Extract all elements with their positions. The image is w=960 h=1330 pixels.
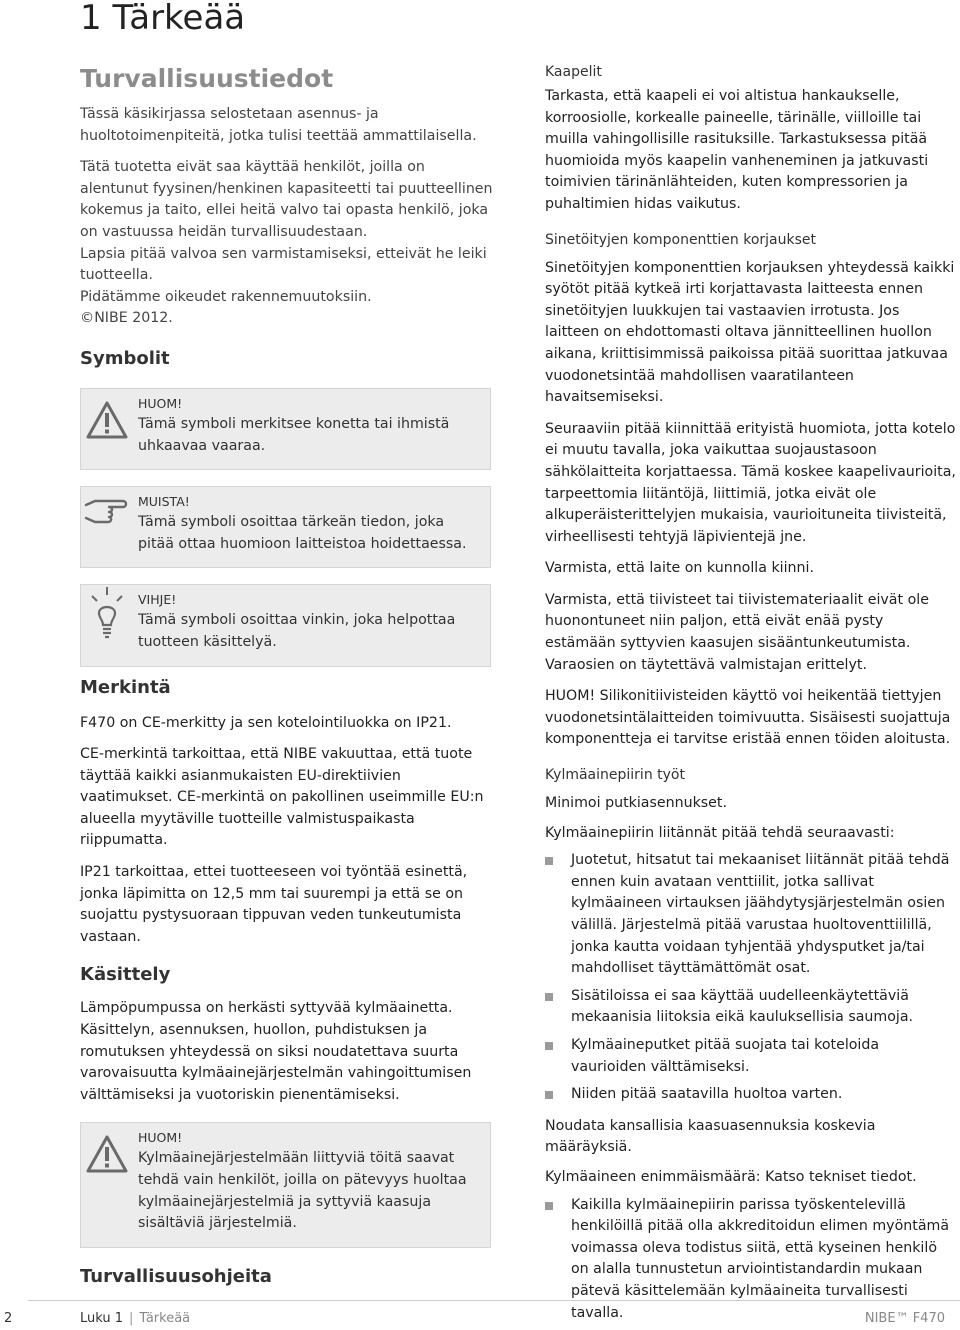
marking-ce-class: F470 on CE-merkitty ja sen kotelointiluokka on IP21. [80, 714, 452, 731]
symbols-heading: Symbolit [80, 347, 170, 369]
tip-text: Tämä symboli osoittaa vinkin, joka helpottaa tuotteen käsittelyä. [138, 612, 456, 650]
footer-separator: | [129, 1311, 134, 1326]
sealed-subheading: Sinetöityjen komponenttien korjaukset [545, 231, 817, 248]
page-number: 2 [4, 1311, 13, 1326]
connection-list [545, 850, 957, 1106]
footer-divider [28, 1300, 960, 1301]
certification-list [545, 1195, 957, 1325]
sealed-text-1: Sinetöityjen komponenttien korjauksen yhteydessä kaikki syötöt pitää kytkeä irti korjattavasta laitteesta ennen sinetöityjen luukkujen tai vastaavien irrotusta. Jos laitteen on ehdottomasti oltava jännitteellinen huollon aikana, kriittisimmissä paikoissa pitää suorittaa jatkuvaa vuodonetsintää mahdollisen vaaratilanteen havaitsemiseksi. [545, 259, 955, 406]
list-item: Sisätiloissa ei saa käyttää uudelleenkäytettäviä mekaanisia liitoksia eikä kauluksellisia saumoja. [545, 986, 957, 1029]
lightbulb-icon [83, 585, 131, 641]
list-item: Kaikilla kylmäainepiirin parissa työskentelevillä henkilöillä pitää olla akkreditoidun elimen myöntämä voimassa oleva todistus siitä, että kyseinen henkilö on alalla tunnustetun arviointistandardin mukaan pätevä käsittelemään kylmäaineita turvallisesti tavalla. [545, 1195, 957, 1325]
safety-heading: Turvallisuustiedot [80, 64, 334, 93]
bullet-square-icon [545, 993, 553, 1001]
refrigerant-text-3: Noudata kansallisia kaasuasennuksia koskevia määräyksiä. [545, 1117, 876, 1156]
note-text: Tämä symboli osoittaa tärkeän tiedon, joka pitää ottaa huomioon laitteistoa hoidettaessa. [138, 514, 467, 552]
bullet-square-icon [545, 1042, 553, 1050]
tip-label: VIHJE! [138, 592, 177, 608]
sealed-text-3: Varmista, että laite on kunnolla kiinni. [545, 560, 814, 577]
sealed-text-4: Varmista, että tiivisteet tai tiivistemateriaalit eivät ole huonontuneet niin paljon, että eivät enää pysty estämään syttyvien kaasujen sisääntunkeutumista. Varaosien on täytettävä valmistajan erittelyt. [545, 591, 929, 673]
refrigerant-text-1: Minimoi putkiasennukset. [545, 795, 727, 812]
handling-caution-box [80, 1122, 491, 1247]
bullet-square-icon [545, 1202, 553, 1210]
list-item: Kylmäaineputket pitää suojata tai koteloida vaurioiden välttämiseksi. [545, 1035, 957, 1078]
footer-chapter-name: Tärkeää [139, 1311, 191, 1326]
chapter-title: 1 Tärkeää [80, 0, 246, 38]
instructions-heading: Turvallisuusohjeita [80, 1265, 272, 1287]
handling-caution-text: Kylmäainejärjestelmään liittyviä töitä saavat tehdä vain henkilöt, joilla on pätevyys huoltaa kylmäainejärjestelmiä ja syttyviä kaasuja sisältäviä järjestelmiä. [138, 1150, 467, 1232]
safety-children: Lapsia pitää valvoa sen varmistamiseksi, etteivät he leiki tuotteella. [80, 245, 487, 284]
refrigerant-text-4: Kylmäaineen enimmäismäärä: Katso tekniset tiedot. [545, 1168, 917, 1185]
sealed-text-2: Seuraaviin pitää kiinnittää erityistä huomiota, jotta kotelo ei muutu tavalla, joka vaikuttaa suojaustasoon sähkölaitteita korjattaessa. Tämä koskee kaapelivaurioita, tarpeettomia liitäntöjä, liittimiä, jotka eivät ole alkuperäisterittelyjen mukaisia, vaurioituneita tiivisteitä, virheellisesti tehtyjä läpivientejä jne. [545, 420, 956, 545]
caution-label: HUOM! [138, 395, 183, 411]
safety-rights: Pidätämme oikeudet rakennemuutoksiin. [80, 288, 372, 305]
refrigerant-text-2: Kylmäainepiirin liitännät pitää tehdä seuraavasti: [545, 824, 895, 841]
pointing-hand-icon [83, 487, 131, 543]
warning-triangle-icon [83, 1123, 131, 1179]
handling-caution-label: HUOM! [138, 1130, 183, 1146]
bullet-square-icon [545, 1091, 553, 1099]
caution-box [80, 388, 491, 470]
footer-chapter [80, 1311, 190, 1326]
safety-persons: Tätä tuotetta eivät saa käyttää henkilöt, joilla on alentunut fyysinen/henkinen kapasiteetti tai puutteellinen kokemus ja taito, ellei heitä valvo tai opasta henkilö, joka on vastuussa heidän turvallisuudestaan. [80, 159, 493, 240]
sealed-text-5: HUOM! Silikonitiivisteiden käyttö voi heikentää tiettyjen vuodonetsintälaitteiden toimivuutta. Sisäisesti suojattuja komponentteja ei tarvitse eristää ennen töiden aloitusta. [545, 688, 951, 748]
marking-ip21: IP21 tarkoittaa, ettei tuotteeseen voi työntää esinettä, jonka läpimitta on 12,5 mm tai suurempi ja että se on suojattu pystysuoraan tippuvan veden tunkeutumista vastaan. [80, 864, 468, 945]
list-item: Niiden pitää saatavilla huoltoa varten. [545, 1084, 957, 1106]
safety-intro: Tässä käsikirjassa selostetaan asennus- ja huoltotoimenpiteitä, jotka tulisi teettää ammattilaisella. [80, 106, 477, 144]
marking-ce-meaning: CE-merkintä tarkoittaa, että NIBE vakuuttaa, että tuote täyttää kaikki asianmukaisten EU-direktiivien vaatimukset. CE-merkintä on pakollinen useimmille EU:n alueella myytäville tuotteille valmistuspaikasta riippumatta. [80, 746, 484, 849]
warning-triangle-icon [83, 389, 131, 445]
tip-box [80, 584, 491, 666]
bullet-square-icon [545, 857, 553, 865]
footer-brand: NIBE™ F470 [864, 1311, 945, 1326]
caution-text: Tämä symboli merkitsee konetta tai ihmistä uhkaavaa vaaraa. [138, 415, 450, 454]
refrigerant-subheading: Kylmäainepiirin työt [545, 767, 685, 784]
footer-chapter-number: Luku 1 [80, 1311, 124, 1326]
copyright: ©NIBE 2012. [80, 310, 173, 327]
cables-subheading: Kaapelit [545, 64, 602, 80]
right-column [545, 62, 957, 1330]
marking-heading: Merkintä [80, 676, 171, 698]
note-box [80, 486, 491, 568]
left-column [80, 62, 495, 1290]
handling-text: Lämpöpumpussa on herkästi syttyvää kylmäainetta. Käsittelyn, asennuksen, huollon, puhdistuksen ja romutuksen yhteydessä on siksi noudatettava suurta varovaisuutta kylmäainejärjestelmän vahingoittumisen välttämiseksi ja vuotoriskin pienentämiseksi. [80, 1000, 472, 1103]
cables-text: Tarkasta, että kaapeli ei voi altistua hankaukselle, korroosiolle, korkealle paineelle, tärinälle, viilloille tai muilla vahingollisille rasituksille. Tarkastuksessa pitää huomioida myös kaapelin vanheneminen ja jatkuvasti toimivien tärinänlähteiden, kuten kompressorien ja puhaltimien hidas vaikutus. [545, 88, 929, 212]
handling-heading: Käsittely [80, 964, 171, 986]
note-label: MUISTA! [138, 494, 190, 510]
list-item: Juotetut, hitsatut tai mekaaniset liitännät pitää tehdä ennen kuin avataan venttiilit, jotka sallivat kylmäaineen virtauksen jäähdytysjärjestelmän osien välillä. Järjestelmä pitää varustaa huoltoventtiilillä, jonka kautta voidaan tyhjentää yhdysputket ja/tai mahdolliset täyttämättömät osat. [545, 850, 957, 980]
